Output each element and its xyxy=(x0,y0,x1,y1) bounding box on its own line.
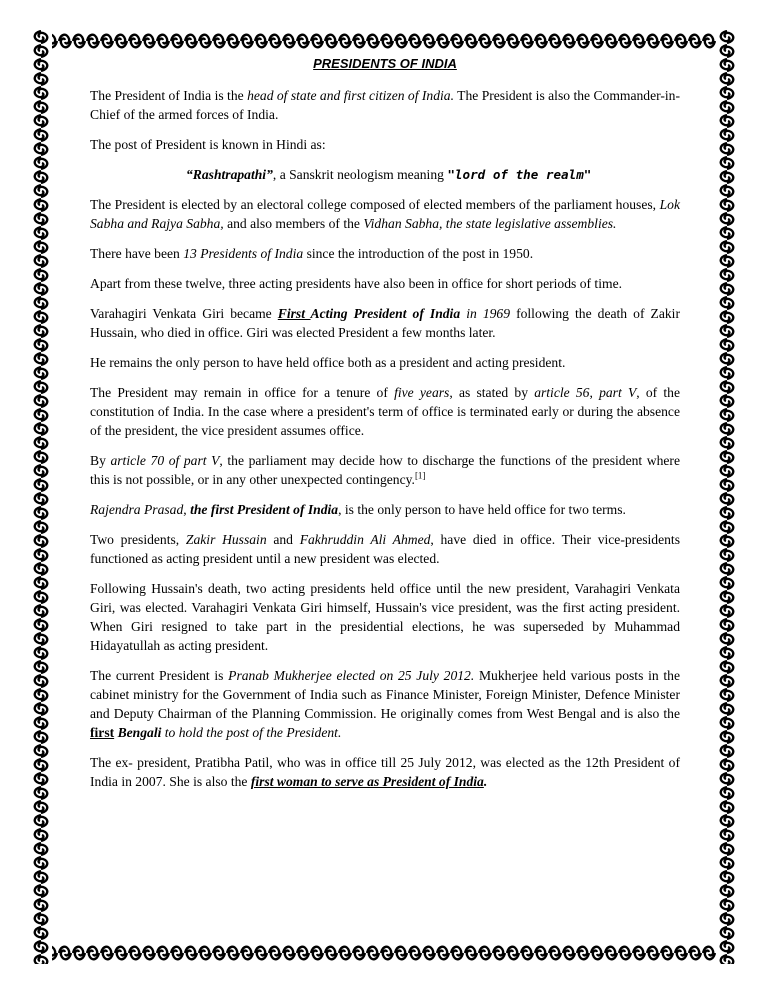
page-border-bottom xyxy=(30,942,738,964)
text-run-italic: head of state and first citizen of India. xyxy=(247,88,454,103)
paragraph-rashtrapathi xyxy=(90,165,680,184)
paragraph-count xyxy=(90,244,680,263)
text-run: By xyxy=(90,453,111,468)
page-border-right xyxy=(716,30,738,964)
text-run: The current President is xyxy=(90,668,229,683)
text-run: The President may remain in office for a tenure of xyxy=(90,385,395,400)
footnote-ref: [1] xyxy=(414,470,426,481)
paragraph-prasad xyxy=(90,500,680,519)
page-border-top xyxy=(30,30,738,52)
text-run-italic: Pranab Mukherjee elected on 25 July 2012. xyxy=(228,668,475,683)
text-run-italic: Lok Sabha and Rajya Sabha, xyxy=(90,197,680,231)
text-run-italic: Zakir Hussain xyxy=(185,532,267,547)
text-run-italic: article 70 of part V xyxy=(110,453,220,468)
text-run-italic: in 1969 xyxy=(460,306,511,321)
text-run: Two presidents, xyxy=(90,532,186,547)
text-run-italic: to hold the post of the President. xyxy=(161,725,342,740)
text-run-italic: Vidhan Sabha, the state legislative assemblies. xyxy=(363,216,617,231)
text-run: and xyxy=(266,532,300,547)
paragraph-article-70 xyxy=(90,451,680,489)
text-run-italic: 13 Presidents of India xyxy=(183,246,304,261)
text-run-bold-italic: Acting President of India xyxy=(310,306,461,321)
text-run-italic: five years xyxy=(394,385,450,400)
text-run: , the parliament may decide how to discharge the functions of the president where this is not possible, or in any other unexpected contingency. xyxy=(90,453,680,487)
text-run: and also members of the xyxy=(223,216,364,231)
document-body xyxy=(90,56,680,802)
text-run: The ex- president, Pratibha Patil, who was in office till 25 July 2012, was elected as the 12th President of India in 2007. She is also the xyxy=(90,755,680,789)
text-run: The President of India is the xyxy=(90,88,248,103)
text-run: , is the only person to have held office for two terms. xyxy=(338,502,626,517)
text-run-bold: . xyxy=(483,774,488,789)
text-run: , as stated by xyxy=(449,385,535,400)
text-run-bold-italic-underline: first woman to serve as President of India xyxy=(250,774,484,789)
text-run: , a Sanskrit neologism meaning xyxy=(272,167,448,182)
text-run: since the introduction of the post in 1950. xyxy=(303,246,534,261)
text-run: The President is also the Commander-in-Chief of the armed forces of India. xyxy=(90,88,681,122)
text-run-bold-italic-underline: First xyxy=(277,306,311,321)
text-run: Mukherjee held various posts in the cabinet ministry for the Government of India such as Finance Minister, Foreign Minister, Defence Minister and Deputy Chairman of the Planning Commission. He originally comes from West Bengal and is also the xyxy=(90,668,680,721)
text-run-bold-underline: first xyxy=(90,725,115,740)
paragraph-hussain-death: Following Hussain's death, two acting presidents held office until the new president, Varahagiri Venkata Giri, was elected. Varahagiri Venkata Giri himself, Hussain's vice president, was the first acting president. When Giri resigned to take part in the presidential elections, he was superseded by Muhammad Hidayatullah as acting president. xyxy=(90,581,680,653)
text-run-bold-italic: the first President of India xyxy=(190,502,339,517)
text-run-italic: part V xyxy=(599,385,637,400)
paragraph-current-president xyxy=(90,666,680,742)
text-run: , have died in office. Their vice-presidents functioned as acting president until a new president was elected. xyxy=(90,532,680,566)
text-run: The President is elected by an electoral college composed of elected members of the parliament houses, xyxy=(90,197,660,212)
paragraph-election xyxy=(90,195,680,233)
text-run-emphasis: "lord of the realm" xyxy=(447,167,592,182)
text-run-italic: Fakhruddin Ali Ahmed xyxy=(299,532,431,547)
document-title: PRESIDENTS OF INDIA xyxy=(313,56,457,71)
text-run-bold-italic: Bengali xyxy=(117,725,162,740)
text-run: , xyxy=(589,385,600,400)
text-run: following the death of Zakir Hussain, who died in office. Giri was elected President a few months later. xyxy=(90,306,680,340)
paragraph-died-in-office xyxy=(90,530,680,568)
paragraph-tenure xyxy=(90,383,680,440)
text-run: Varahagiri Venkata Giri became xyxy=(90,306,278,321)
text-run-italic: Rajendra Prasad xyxy=(90,502,184,517)
page-border-left xyxy=(30,30,52,964)
paragraph-giri-remark: He remains the only person to have held office both as a president and acting president. xyxy=(90,355,566,370)
text-run: , xyxy=(183,502,191,517)
paragraph-acting: Apart from these twelve, three acting presidents have also been in office for short periods of time. xyxy=(90,276,622,291)
paragraph-intro xyxy=(90,86,680,124)
paragraph-hindi-name: The post of President is known in Hindi as: xyxy=(90,137,326,152)
text-run: , of the constitution of India. In the case where a president's term of office is terminated early or during the absence of the president, the vice president assumes office. xyxy=(90,385,680,438)
text-run: There have been xyxy=(90,246,184,261)
text-run-bold-italic: “Rashtrapathi” xyxy=(186,167,273,182)
text-run-italic: article 56 xyxy=(534,385,590,400)
paragraph-giri xyxy=(90,304,680,342)
paragraph-ex-president xyxy=(90,753,680,791)
